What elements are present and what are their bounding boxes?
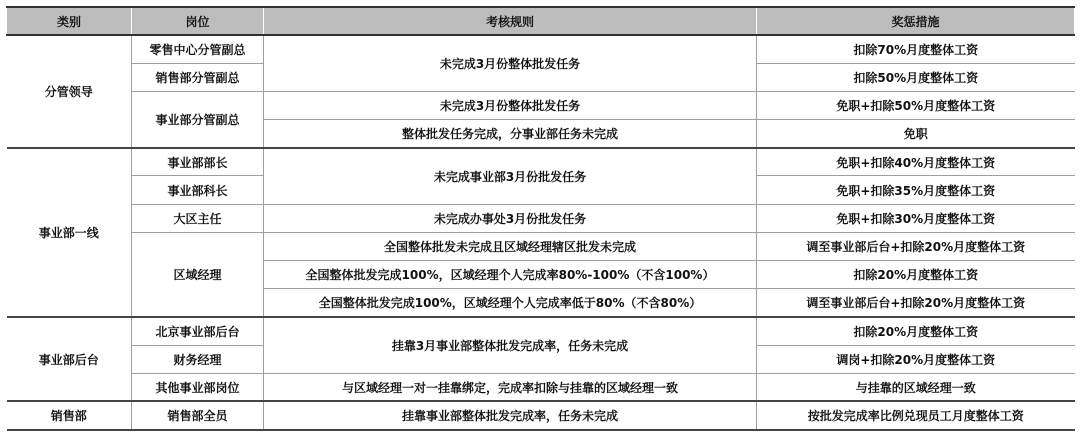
category-cell: 事业部后台 (7, 317, 132, 402)
table-wrapper (6, 6, 1074, 431)
header-position: 岗位 (132, 7, 264, 35)
measure-cell: 扣除70%月度整体工资 (757, 35, 1075, 63)
rule-cell: 未完成3月份整体批发任务 (264, 91, 757, 119)
measure-cell: 扣除20%月度整体工资 (757, 317, 1075, 345)
table-row (7, 204, 1075, 232)
position-cell: 财务经理 (132, 345, 264, 373)
category-cell: 分管领导 (7, 35, 132, 148)
header-row (7, 7, 1075, 35)
rule-cell: 未完成办事处3月份批发任务 (264, 204, 757, 232)
assessment-table (6, 6, 1075, 431)
position-cell: 事业部部长 (132, 148, 264, 176)
category-cell: 销售部 (7, 401, 132, 429)
rule-cell: 挂靠3月事业部整体批发完成率，任务未完成 (264, 317, 757, 373)
table-row (7, 373, 1075, 401)
header-rule: 考核规则 (264, 7, 757, 35)
measure-cell: 扣除50%月度整体工资 (757, 63, 1075, 91)
header-category: 类别 (7, 7, 132, 35)
measure-cell: 扣除20%月度整体工资 (757, 261, 1075, 289)
position-cell: 销售部分管副总 (132, 63, 264, 91)
rule-cell: 全国整体批发未完成且区域经理辖区批发未完成 (264, 232, 757, 260)
position-cell: 大区主任 (132, 204, 264, 232)
measure-cell: 按批发完成率比例兑现员工月度整体工资 (757, 401, 1075, 429)
measure-cell: 调岗+扣除20%月度整体工资 (757, 345, 1075, 373)
measure-cell: 免职+扣除35%月度整体工资 (757, 176, 1075, 204)
rule-cell: 整体批发任务完成，分事业部任务未完成 (264, 120, 757, 148)
position-cell: 事业部分管副总 (132, 91, 264, 147)
measure-cell: 调至事业部后台+扣除20%月度整体工资 (757, 289, 1075, 317)
table-row (7, 317, 1075, 345)
position-cell: 北京事业部后台 (132, 317, 264, 345)
table-row (7, 148, 1075, 176)
measure-cell: 免职 (757, 120, 1075, 148)
header-measure: 奖惩措施 (757, 7, 1075, 35)
rule-cell: 未完成事业部3月份批发任务 (264, 148, 757, 204)
measure-cell: 与挂靠的区域经理一致 (757, 373, 1075, 401)
measure-cell: 免职+扣除50%月度整体工资 (757, 91, 1075, 119)
table-row (7, 35, 1075, 63)
table-row (7, 91, 1075, 119)
rule-cell: 挂靠事业部整体批发完成率，任务未完成 (264, 401, 757, 429)
measure-cell: 免职+扣除40%月度整体工资 (757, 148, 1075, 176)
rule-cell: 与区域经理一对一挂靠绑定，完成率扣除与挂靠的区域经理一致 (264, 373, 757, 401)
table-row (7, 232, 1075, 260)
category-cell: 事业部一线 (7, 148, 132, 317)
table-row (7, 401, 1075, 429)
rule-cell: 未完成3月份整体批发任务 (264, 35, 757, 91)
measure-cell: 调至事业部后台+扣除20%月度整体工资 (757, 232, 1075, 260)
rule-cell: 全国整体批发完成100%，区域经理个人完成率低于80%（不含80%） (264, 289, 757, 317)
position-cell: 其他事业部岗位 (132, 373, 264, 401)
position-cell: 零售中心分管副总 (132, 35, 264, 63)
position-cell: 销售部全员 (132, 401, 264, 429)
position-cell: 事业部科长 (132, 176, 264, 204)
position-cell: 区域经理 (132, 232, 264, 317)
rule-cell: 全国整体批发完成100%，区域经理个人完成率80%-100%（不含100%） (264, 261, 757, 289)
measure-cell: 免职+扣除30%月度整体工资 (757, 204, 1075, 232)
